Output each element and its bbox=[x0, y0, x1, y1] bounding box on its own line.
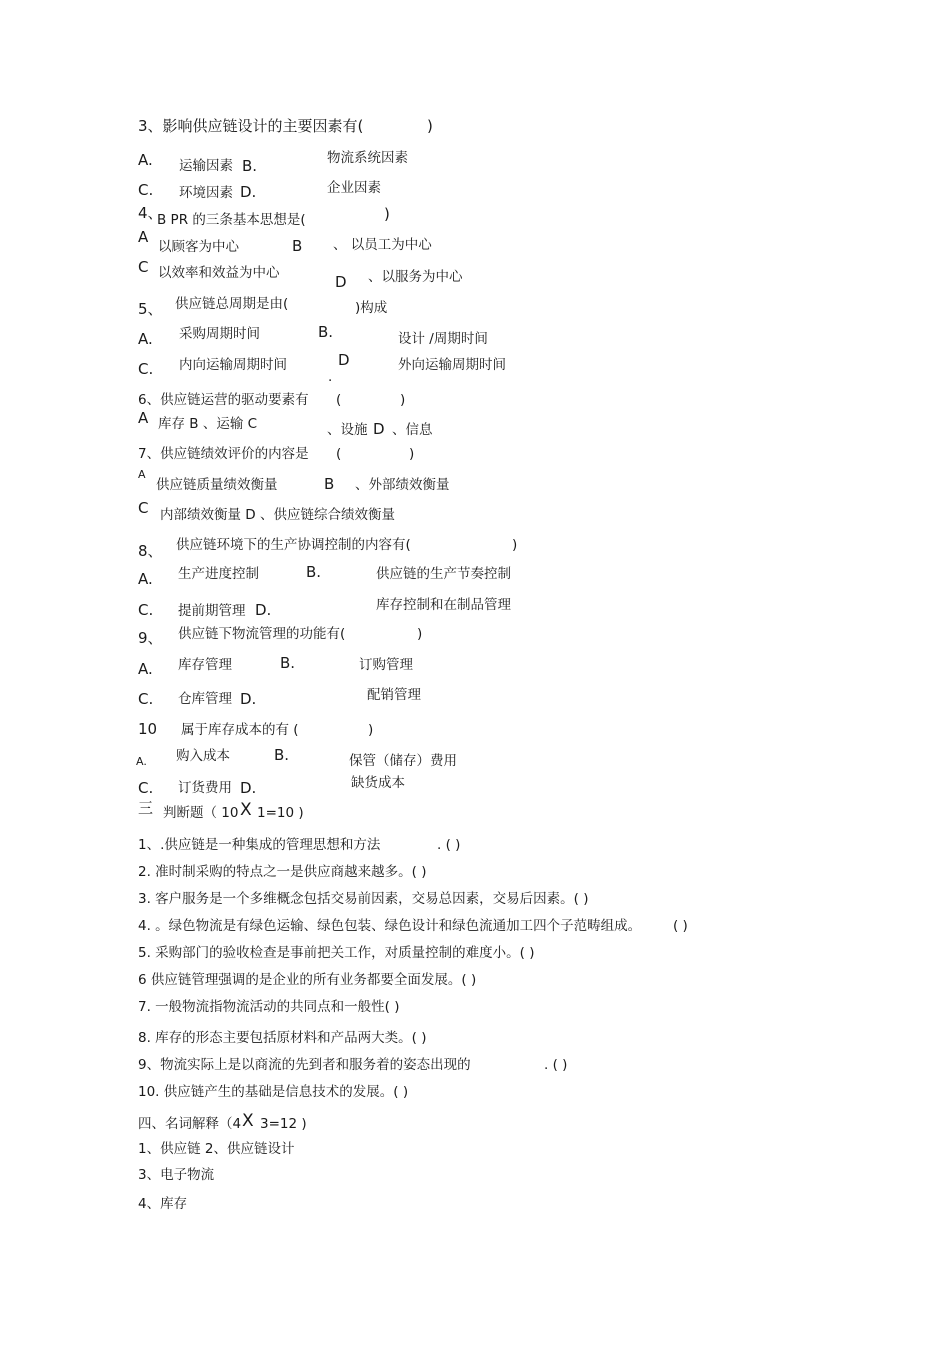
q4-stem: B PR 的三条基本思想是( bbox=[157, 212, 306, 228]
tf-item-2: 2. 准时制采购的特点之一是供应商越来越多。( ) bbox=[138, 864, 427, 880]
tf-item-1-tail: . ( ) bbox=[437, 837, 461, 853]
q9-b-text: 订购管理 bbox=[359, 657, 413, 673]
q4-d-text: 、以服务为中心 bbox=[368, 269, 463, 285]
q7-c-letter: C bbox=[138, 499, 149, 517]
q10-a-letter: A. bbox=[136, 755, 147, 768]
q8-a-text: 生产进度控制 bbox=[178, 566, 259, 582]
q3-c-text: 环境因素 bbox=[179, 185, 233, 201]
tf-item-5: 5. 采购部门的验收检查是事前把关工作，对质量控制的难度小。( ) bbox=[138, 945, 535, 961]
tf-item-10: 10. 供应链产生的基础是信息技术的发展。( ) bbox=[138, 1084, 409, 1100]
section3-title: 判断题（ 10 bbox=[163, 805, 239, 821]
q5-a-letter: A. bbox=[138, 330, 153, 348]
tf-item-4: 4. 。绿色物流是有绿色运输、绿色包装、绿色设计和绿色流通加工四个子范畴组成。 bbox=[138, 918, 642, 934]
q5-d-letter: D bbox=[338, 351, 350, 369]
term-item-2: 3、电子物流 bbox=[138, 1167, 215, 1183]
section3-times: X bbox=[240, 800, 252, 820]
q8-d-text: 库存控制和在制品管理 bbox=[376, 597, 511, 613]
q5-stem: 供应链总周期是由( bbox=[175, 296, 289, 312]
q3-a-letter: A. bbox=[138, 151, 153, 169]
q7-a-text: 供应链质量绩效衡量 bbox=[156, 477, 278, 493]
tf-item-3: 3. 客户服务是一个多维概念包括交易前因素，交易总因素，交易后因素。( ) bbox=[138, 891, 589, 907]
section4-times: X bbox=[242, 1111, 254, 1131]
q5-b-letter: B. bbox=[318, 323, 334, 341]
q10-b-letter: B. bbox=[274, 746, 290, 764]
q4-num: 4、 bbox=[138, 204, 163, 222]
q4-c-text: 以效率和效益为中心 bbox=[158, 265, 280, 281]
q5-d-text: 外向运输周期时间 bbox=[398, 357, 506, 373]
section3-tail: 1=10 ) bbox=[257, 805, 304, 821]
term-item-3: 4、库存 bbox=[138, 1196, 188, 1212]
section4-title: 四、名词解释（4 bbox=[138, 1116, 242, 1132]
q5-a-text: 采购周期时间 bbox=[179, 326, 260, 342]
q8-b-text: 供应链的生产节奏控制 bbox=[376, 566, 511, 582]
q5-c-text: 内向运输周期时间 bbox=[179, 357, 287, 373]
q8-a-letter: A. bbox=[138, 570, 153, 588]
q10-a-text: 购入成本 bbox=[176, 748, 230, 764]
tf-item-4-tail: ( ) bbox=[673, 918, 688, 934]
q3-b-text: 物流系统因素 bbox=[327, 150, 408, 166]
q4-a-text: 以顾客为中心 bbox=[158, 239, 239, 255]
q10-num: 10 bbox=[138, 720, 158, 738]
q9-stem: 供应链下物流管理的功能有( bbox=[178, 626, 346, 642]
tf-item-7: 7. 一般物流指物流活动的共同点和一般性( ) bbox=[138, 999, 400, 1015]
q10-stem: 属于库存成本的有 ( bbox=[181, 722, 299, 738]
q6-a-text: 库存 B 、运输 C bbox=[158, 416, 258, 432]
term-item-1: 1、供应链 2、供应链设计 bbox=[138, 1141, 295, 1157]
q9-d-text: 配销管理 bbox=[367, 687, 421, 703]
q10-d-text: 缺货成本 bbox=[351, 775, 405, 791]
q4-d-letter: D bbox=[335, 273, 347, 291]
tf-item-9: 9、物流实际上是以商流的先到者和服务着的姿态出现的 bbox=[138, 1057, 471, 1073]
q7-a-letter: A bbox=[138, 468, 146, 481]
q9-c-text: 仓库管理 bbox=[178, 691, 232, 707]
q7-b-letter: B bbox=[324, 475, 335, 493]
q6-stem: 6、供应链运营的驱动要素有 bbox=[138, 392, 309, 408]
q6-d-letter: D bbox=[373, 420, 385, 438]
q9-b-letter: B. bbox=[280, 654, 296, 672]
q8-b-letter: B. bbox=[306, 563, 322, 581]
q8-num: 8、 bbox=[138, 542, 163, 560]
q7-b-text: 、外部绩效衡量 bbox=[355, 477, 450, 493]
q9-d-letter: D. bbox=[240, 690, 257, 708]
tf-item-6: 6 供应链管理强调的是企业的所有业务都要全面发展。( ) bbox=[138, 972, 477, 988]
q4-c-letter: C bbox=[138, 258, 149, 276]
q4-b-letter: B bbox=[292, 237, 303, 255]
q7-paren-close: ) bbox=[409, 446, 415, 462]
tf-item-1: 1、.供应链是一种集成的管理思想和方法 bbox=[138, 837, 381, 853]
q7-stem: 7、供应链绩效评价的内容是 bbox=[138, 446, 309, 462]
q10-paren-close: ) bbox=[368, 722, 374, 738]
q3-c-letter: C. bbox=[138, 181, 154, 199]
q9-a-text: 库存管理 bbox=[178, 657, 232, 673]
q7-paren-open: ( bbox=[336, 446, 342, 462]
q5-d-dot: . bbox=[328, 369, 333, 385]
q9-a-letter: A. bbox=[138, 660, 153, 678]
q3-d-letter: D. bbox=[240, 183, 257, 201]
q3-a-text: 运输因素 bbox=[179, 158, 233, 174]
q8-stem: 供应链环境下的生产协调控制的内容有( bbox=[176, 537, 411, 553]
q9-c-letter: C. bbox=[138, 690, 154, 708]
q10-d-letter: D. bbox=[240, 779, 257, 797]
q10-b-text: 保管（储存）费用 bbox=[349, 753, 457, 769]
q6-paren-close: ) bbox=[400, 392, 406, 408]
section4-tail: 3=12 ) bbox=[260, 1116, 307, 1132]
q6-paren-open: ( bbox=[336, 392, 342, 408]
q4-b-text: 、 以员工为中心 bbox=[333, 237, 432, 253]
q9-num: 9、 bbox=[138, 629, 163, 647]
q8-c-letter: C. bbox=[138, 601, 154, 619]
q3-paren-close: ) bbox=[427, 117, 433, 135]
tf-item-9-tail: . ( ) bbox=[544, 1057, 568, 1073]
tf-item-8: 8. 库存的形态主要包括原材料和产品两大类。( ) bbox=[138, 1030, 427, 1046]
q5-b-text: 设计 /周期时间 bbox=[398, 331, 488, 347]
q4-paren-close: ) bbox=[384, 205, 390, 223]
q5-num: 5、 bbox=[138, 300, 163, 318]
q5-paren-close: )构成 bbox=[355, 300, 388, 316]
q7-c-text: 内部绩效衡量 D 、供应链综合绩效衡量 bbox=[160, 507, 395, 523]
q4-a-letter: A bbox=[138, 228, 149, 246]
q6-c-text: 、设施 bbox=[327, 422, 368, 438]
q3-b-letter: B. bbox=[242, 157, 258, 175]
q5-c-letter: C. bbox=[138, 360, 154, 378]
q9-paren-close: ) bbox=[417, 626, 423, 642]
q8-c-text: 提前期管理 bbox=[178, 603, 246, 619]
q6-a-letter: A bbox=[138, 409, 149, 427]
section3-number: 三 bbox=[138, 799, 154, 817]
q6-d-text: 、信息 bbox=[392, 422, 433, 438]
q10-c-text: 订货费用 bbox=[178, 780, 232, 796]
q8-d-letter: D. bbox=[255, 601, 272, 619]
q8-paren-close: ) bbox=[512, 537, 518, 553]
q3-d-text: 企业因素 bbox=[327, 180, 381, 196]
q3-stem: 3、影响供应链设计的主要因素有( bbox=[138, 117, 364, 135]
q10-c-letter: C. bbox=[138, 779, 154, 797]
